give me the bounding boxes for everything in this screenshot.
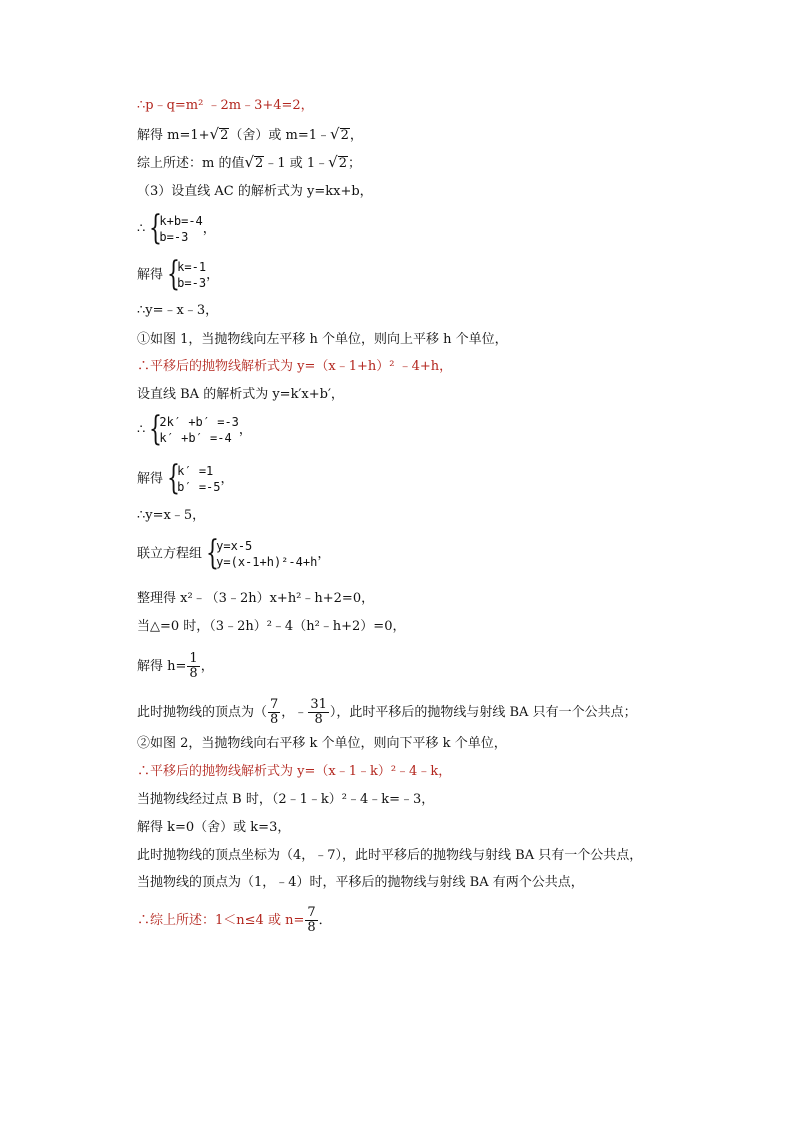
line-17: 解得 k=0（舍）或 k=3， [137,820,291,835]
system-1-eq-1: k+b=-4 [159,214,203,228]
line-18: 此时抛物线的顶点坐标为（4，﹣7），此时平移后的抛物线与射线 BA 只有一个公共点， [137,848,643,863]
system-3-eq-2: k′ +b′ =-4 [159,431,232,445]
line-6: ①如图 1，当抛物线向左平移 h 个单位，则向上平移 h 个单位， [137,332,508,347]
system-4: 解得 { k′ =1 b′ =-5 ， [137,458,234,498]
line-1: ∴p﹣q=m² ﹣2m﹣3+4=2， [137,98,314,113]
system-2-prefix: 解得 [137,267,164,283]
line-10: 整理得 x²﹣（3﹣2h）x+h²﹣h+2=0， [137,591,375,606]
system-4-prefix: 解得 [137,471,164,487]
system-2-eq-2: b=-3 [177,276,207,290]
line-20 [137,906,332,935]
line-2-text-a: 解得 m=1+ [137,128,210,143]
fraction-7-8-final: $\frac{7}{8}$ [307,905,316,935]
sqrt-2-b: 2 [340,128,349,143]
line-19: 当抛物线的顶点为（1，﹣4）时，平移后的抛物线与射线 BA 有两个公共点， [137,875,584,890]
line-7: ∴平移后的抛物线解析式为 y=（x﹣1+h）² ﹣4+h， [137,359,453,374]
system-3-suffix: ， [238,422,252,438]
line-8: 设直线 BA 的解析式为 y=k′x+b′， [137,387,344,402]
line-2: 解得 m=1+√2（舍）或 m=1﹣√2， [137,125,363,143]
system-1-eq-2: b=-3 [159,230,189,244]
line-11: 当△=0 时，（3﹣2h）²﹣4（h²﹣h+2）=0， [137,619,406,634]
line-13-text-b: ，﹣ [281,705,308,720]
line-3: 综上所述：m 的值√2﹣1 或 1﹣√2； [137,153,361,171]
system-1: ∴ { k+b=-4 b=-3 ， [137,208,216,248]
fraction-7-8: $\frac{7}{8}$ [270,697,279,727]
line-3-text-a: 综上所述：m 的值 [137,156,245,171]
line-16: 当抛物线经过点 B 时，（2﹣1﹣k）²﹣4﹣k=﹣3， [137,792,435,807]
system-5-eq-1: y=x-5 [216,539,253,553]
line-5: ∴y=﹣x﹣3， [137,303,219,318]
line-13-text-c: ），此时平移后的抛物线与射线 BA 只有一个公共点； [329,705,637,720]
line-9: ∴y=x﹣5， [137,508,206,523]
system-4-eq-1: k′ =1 [177,464,214,478]
line-3-text-c: ﹣1 或 1﹣ [264,156,329,171]
system-4-suffix: ， [220,471,234,487]
line-20-text-a: ∴综上所述：1＜n≤4 或 n= [137,913,305,928]
system-4-eq-2: b′ =-5 [177,480,221,494]
system-5-eq-2: y=(x-1+h)²-4+h [216,555,318,569]
system-5: 联立方程组 { y=x-5 y=(x-1+h)²-4+h ， [137,533,331,573]
system-3: ∴ { 2k′ +b′ =-3 k′ +b′ =-4 ， [137,409,252,449]
sqrt-2-d: 2 [338,156,347,171]
line-12 [137,652,214,681]
system-3-eq-1: 2k′ +b′ =-3 [159,415,239,429]
line-13-text-a: 此时抛物线的顶点为（ [137,705,268,720]
line-12-text-a: 解得 h= [137,659,187,674]
line-2-text-c: （舍）或 m=1﹣ [229,128,330,143]
line-12-text-b: ， [200,659,214,674]
line-4: （3）设直线 AC 的解析式为 y=kx+b， [137,184,373,199]
fraction-1-8: $\frac{1}{8}$ [189,651,198,681]
system-5-suffix: ， [317,546,331,562]
system-5-prefix: 联立方程组 [137,546,203,562]
system-3-prefix: ∴ [137,422,146,438]
system-2: 解得 { k=-1 b=-3 ， [137,254,220,294]
system-2-eq-1: k=-1 [177,260,207,274]
sqrt-2-a: 2 [220,128,229,143]
line-2-text-e: ， [349,128,363,143]
system-2-suffix: ， [206,267,220,283]
sqrt-2-c: 2 [255,156,264,171]
line-13 [137,698,637,727]
line-14: ②如图 2，当抛物线向右平移 k 个单位，则向下平移 k 个单位， [137,736,507,751]
line-3-text-e: ； [347,156,361,171]
system-1-prefix: ∴ [137,221,146,237]
line-20-text-b: ． [318,913,332,928]
line-15: ∴平移后的抛物线解析式为 y=（x﹣1﹣k）²﹣4﹣k， [137,764,452,779]
system-1-suffix: ， [202,221,216,237]
fraction-31-8: $\frac{31}{8}$ [310,697,327,727]
